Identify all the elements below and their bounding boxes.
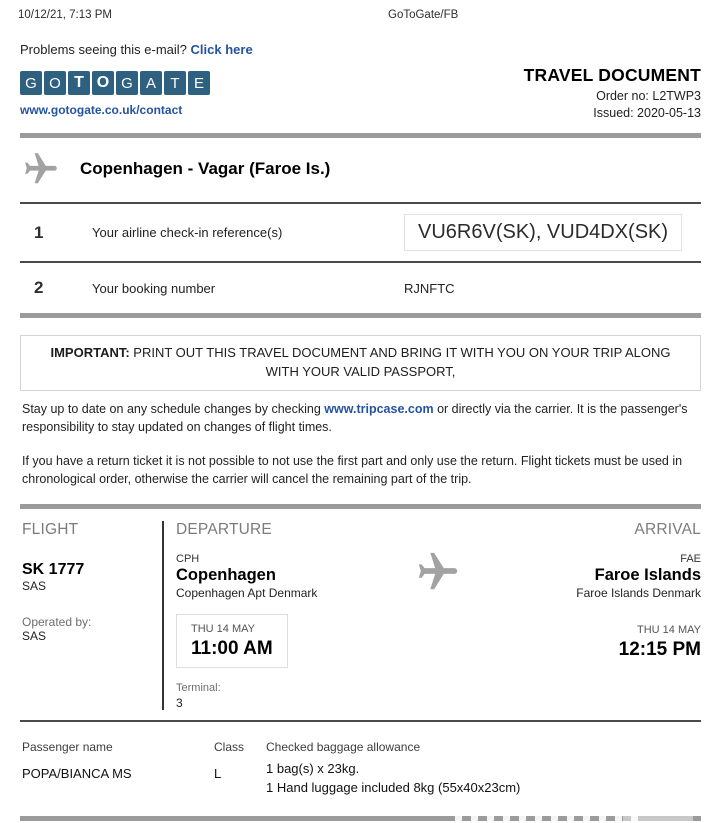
arrival-column — [486, 521, 701, 710]
departure-date: THU 14 MAY — [191, 623, 255, 636]
watermark — [455, 814, 640, 823]
checkin-reference-row — [0, 204, 721, 261]
passenger-table — [22, 740, 701, 798]
watermark — [623, 816, 693, 821]
departure-airport-code: CPH — [176, 553, 200, 566]
logo-letter: O — [44, 71, 66, 95]
item-number: 2 — [34, 278, 44, 297]
print-source: GoToGate/FB — [388, 9, 459, 21]
schedule-text-post: or directly via the carrier. It is the passenger's responsibility to stay updated on changes of flight times. — [22, 401, 688, 434]
document-id-block — [524, 65, 701, 120]
departure-city: Copenhagen — [176, 566, 276, 585]
route-title: Copenhagen - Vagar (Faroe Is.) — [80, 159, 331, 178]
click-here-link[interactable]: Click here — [190, 42, 253, 57]
logo-letter: E — [188, 71, 210, 95]
flight-column — [22, 521, 162, 710]
baggage-value — [266, 760, 701, 798]
checkin-reference-value: VU6R6V(SK), VUD4DX(SK) — [404, 214, 682, 251]
booking-number-row — [0, 263, 721, 313]
issued-date: Issued: 2020-05-13 — [593, 106, 701, 120]
logo-letter: T — [68, 71, 90, 95]
browser-print-header — [0, 0, 721, 24]
arrival-time: 12:15 PM — [618, 639, 701, 661]
schedule-notice — [22, 400, 701, 436]
operated-by-label: Operated by: — [22, 615, 92, 630]
flight-number: SK 1777 — [22, 561, 85, 579]
booking-number-value: RJNFTC — [404, 280, 455, 296]
passenger-name-value: POPA/BIANCA MS — [22, 766, 132, 782]
divider-bar — [20, 816, 701, 821]
departure-column — [164, 521, 389, 710]
departure-airport-name: Copenhagen Apt Denmark — [176, 586, 318, 601]
baggage-header: Checked baggage allowance — [266, 740, 421, 755]
gotogate-contact-link[interactable]: www.gotogate.co.uk/contact — [20, 103, 183, 117]
important-label: IMPORTANT: — [50, 345, 130, 360]
important-notice — [20, 335, 701, 391]
operated-by-value: SAS — [22, 629, 47, 644]
print-timestamp: 10/12/21, 7:13 PM — [18, 9, 112, 21]
airplane-icon — [389, 521, 486, 710]
logo-letter: G — [116, 71, 138, 95]
arrival-airport-name: Faroe Islands Denmark — [576, 586, 701, 601]
problems-text: Problems seeing this e-mail? — [20, 42, 187, 57]
class-header: Class — [214, 740, 245, 755]
baggage-line-1: 1 bag(s) x 23kg. — [266, 761, 360, 777]
important-text: PRINT OUT THIS TRAVEL DOCUMENT AND BRING IT WITH YOU ON YOUR TRIP ALONG WITH YOUR VALID PASSPORT, — [129, 345, 671, 379]
terminal-value: 3 — [176, 696, 183, 711]
arrival-time-block — [486, 624, 701, 661]
departure-column-header: DEPARTURE — [176, 521, 272, 539]
terminal-label: Terminal: — [176, 682, 221, 695]
logo-letter: A — [140, 71, 162, 95]
departure-time: 11:00 AM — [191, 638, 273, 660]
booking-number-label: Your booking number — [92, 280, 216, 296]
arrival-date: THU 14 MAY — [637, 624, 701, 637]
logo-letter: G — [20, 71, 42, 95]
schedule-text-pre: Stay up to date on any schedule changes by checking — [22, 401, 325, 416]
carrier-name: SAS — [22, 579, 47, 594]
flight-details-section — [20, 509, 701, 720]
order-number: Order no: L2TWP3 — [596, 89, 701, 103]
return-ticket-notice: If you have a return ticket it is not possible to not use the first part and only use the return. Flight tickets must be used in chronological order, otherwise the carrier will cancel the remaining part of the trip. — [22, 453, 683, 487]
logo-letter: T — [164, 71, 186, 95]
document-header — [20, 65, 701, 133]
departure-time-box — [176, 614, 288, 668]
baggage-line-2: 1 Hand luggage included 8kg (55x40x23cm) — [266, 780, 521, 796]
item-number: 1 — [34, 222, 44, 242]
tripcase-link[interactable]: www.tripcase.com — [324, 401, 434, 416]
flight-column-header: FLIGHT — [22, 521, 79, 539]
divider-line — [20, 720, 701, 722]
arrival-airport-code: FAE — [680, 553, 701, 566]
airplane-icon — [22, 150, 60, 188]
page-title: TRAVEL DOCUMENT — [523, 65, 701, 85]
logo-letter: O — [92, 71, 114, 95]
divider-bar — [20, 313, 701, 318]
class-value: L — [214, 766, 222, 782]
passenger-section — [22, 728, 701, 802]
route-header — [0, 138, 721, 202]
arrival-city: Faroe Islands — [594, 566, 701, 585]
passenger-name-header: Passenger name — [22, 740, 113, 755]
checkin-reference-label: Your airline check-in reference(s) — [92, 225, 283, 240]
email-fallback-row — [20, 42, 721, 57]
arrival-column-header: ARRIVAL — [634, 521, 701, 539]
